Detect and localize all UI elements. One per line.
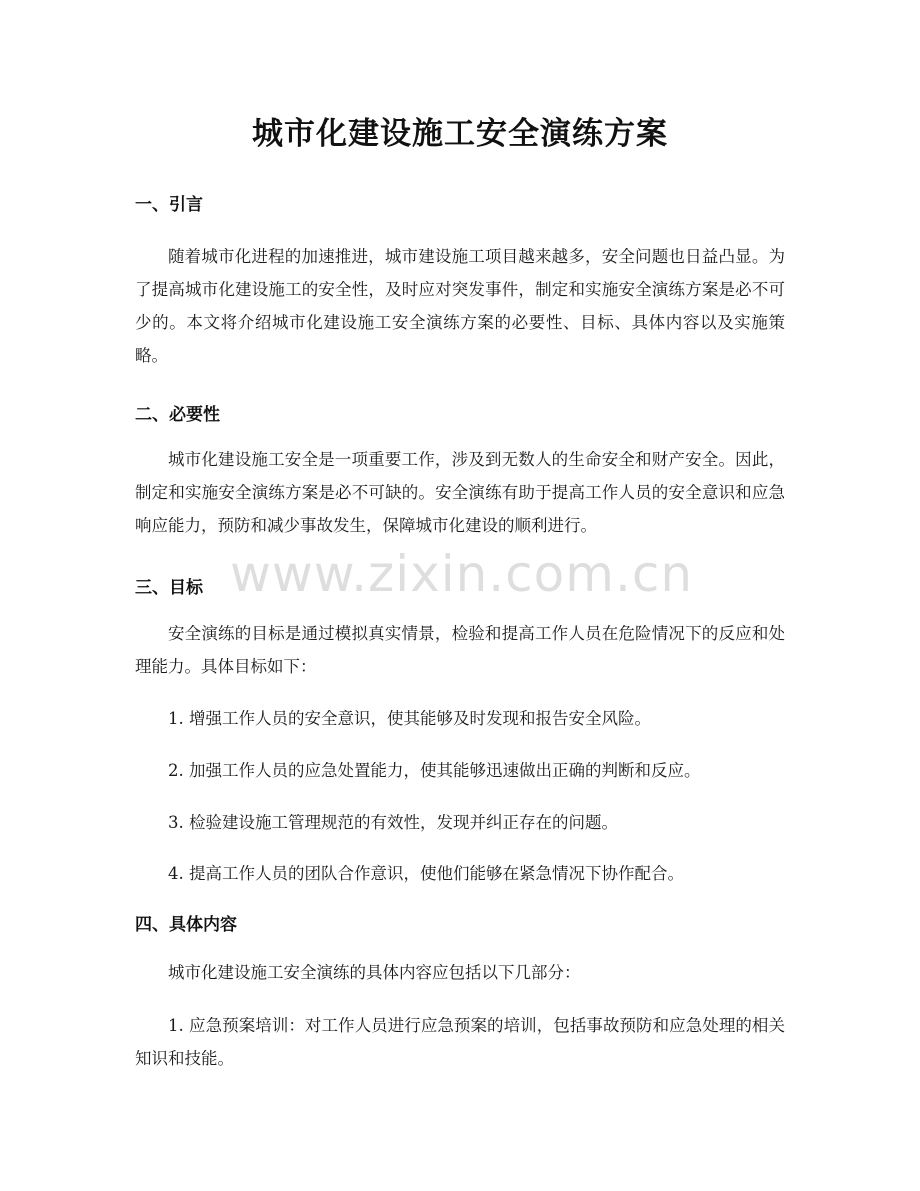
goal-item-3: 3. 检验建设施工管理规范的有效性，发现并纠正存在的问题。 [168,813,618,832]
watermark: www.zixin.com.cn [230,545,694,603]
goal-item-2: 2. 加强工作人员的应急处置能力，使其能够迅速做出正确的判断和反应。 [168,761,701,780]
document-title: 城市化建设施工安全演练方案 [252,116,668,152]
goal-item-4: 4. 提高工作人员的团队合作意识，使他们能够在紧急情况下协作配合。 [168,864,684,883]
section-heading-introduction: 一、引言 [135,195,203,215]
section-heading-content: 四、具体内容 [135,915,237,935]
goal-item-1: 1. 增强工作人员的安全意识，使其能够及时发现和报告安全风险。 [168,709,651,728]
paragraph-necessity: 城市化建设施工安全是一项重要工作，涉及到无数人的生命安全和财产安全。因此，制定和实施安全演练方案是必不可缺的。安全演练有助于提高工作人员的安全意识和应急响应能力，预防和减少事故发生，保障城市化建设的顺利进行。 [135,450,785,535]
paragraph-content: 城市化建设施工安全演练的具体内容应包括以下几部分： [168,963,581,982]
section-heading-goals: 三、目标 [135,578,203,598]
paragraph-introduction: 随着城市化进程的加速推进，城市建设施工项目越来越多，安全问题也日益凸显。为了提高城市化建设施工的安全性，及时应对突发事件，制定和实施安全演练方案是必不可少的。本文将介绍城市化建设施工安全演练方案的必要性、目标、具体内容以及实施策略。 [135,247,785,365]
section-heading-necessity: 二、必要性 [135,405,220,425]
content-item-1: 1. 应急预案培训：对工作人员进行应急预案的培训，包括事故预防和应急处理的相关知识和技能。 [135,1016,785,1068]
paragraph-goals: 安全演练的目标是通过模拟真实情景，检验和提高工作人员在危险情况下的反应和处理能力。具体目标如下： [135,624,785,676]
